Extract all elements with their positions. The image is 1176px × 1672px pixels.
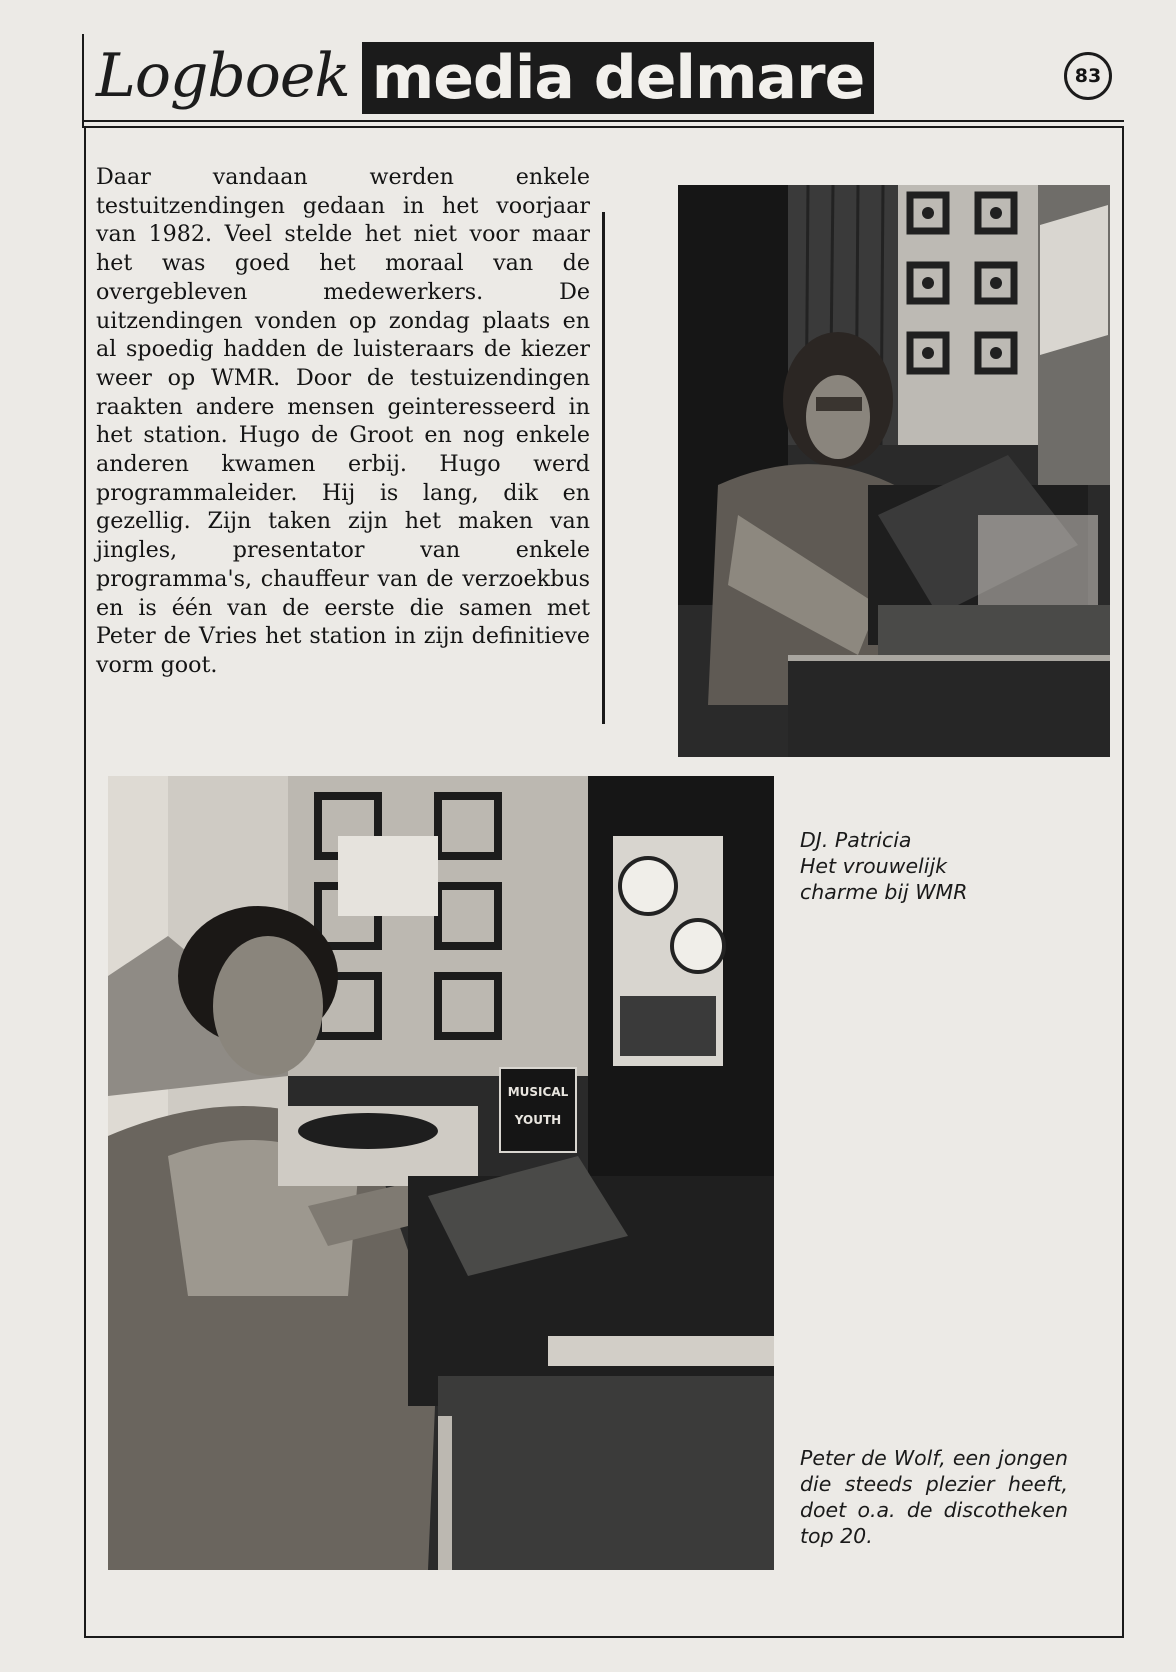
record-sleeve-text: MUSICAL YOUTH bbox=[507, 1085, 569, 1127]
photo-peter-de-wolf bbox=[108, 776, 774, 1570]
photo-dj-patricia-image bbox=[678, 185, 1110, 757]
photo-peter-de-wolf-image bbox=[108, 776, 774, 1570]
caption-line: charme bij WMR bbox=[800, 880, 968, 904]
caption-line: DJ. Patricia bbox=[800, 828, 912, 852]
caption-dj-patricia bbox=[800, 827, 1030, 905]
caption-line: Het vrouwelijk bbox=[800, 854, 948, 878]
logboek-script-title: Logboek bbox=[96, 41, 350, 111]
header-bottom-rule bbox=[84, 120, 1124, 122]
header-left-rule bbox=[82, 34, 84, 128]
caption-peter-de-wolf bbox=[800, 1445, 1068, 1549]
media-delmare-logo: media delmare bbox=[362, 42, 874, 114]
photo-dj-patricia bbox=[678, 185, 1110, 757]
column-rule bbox=[602, 212, 605, 724]
caption-text: Peter de Wolf, een jongen die steeds plezier heeft, doet o.a. de discotheken top 20. bbox=[800, 1446, 1068, 1548]
page-number-badge: 83 bbox=[1064, 52, 1112, 100]
article-body: Daar vandaan werden enkele testuitzendingen gedaan in het voorjaar van 1982. Veel stelde het niet voor maar het was goed het moraal van de overgebleven medewerkers. De uitzendingen vonden op zondag plaats en al spoedig hadden de luisteraars de kiezer weer op WMR. Door de testuizendingen raakten andere mensen geinteresseerd in het station. Hugo de Groot en nog enkele anderen kwamen erbij. Hugo werd programmaleider. Hij is lang, dik en gezellig. Zijn taken zijn het maken van jingles, presentator van enkele programma's, chauffeur van de verzoekbus en is één van de eerste die samen met Peter de Vries het station in zijn definitieve vorm goot. bbox=[96, 164, 590, 678]
